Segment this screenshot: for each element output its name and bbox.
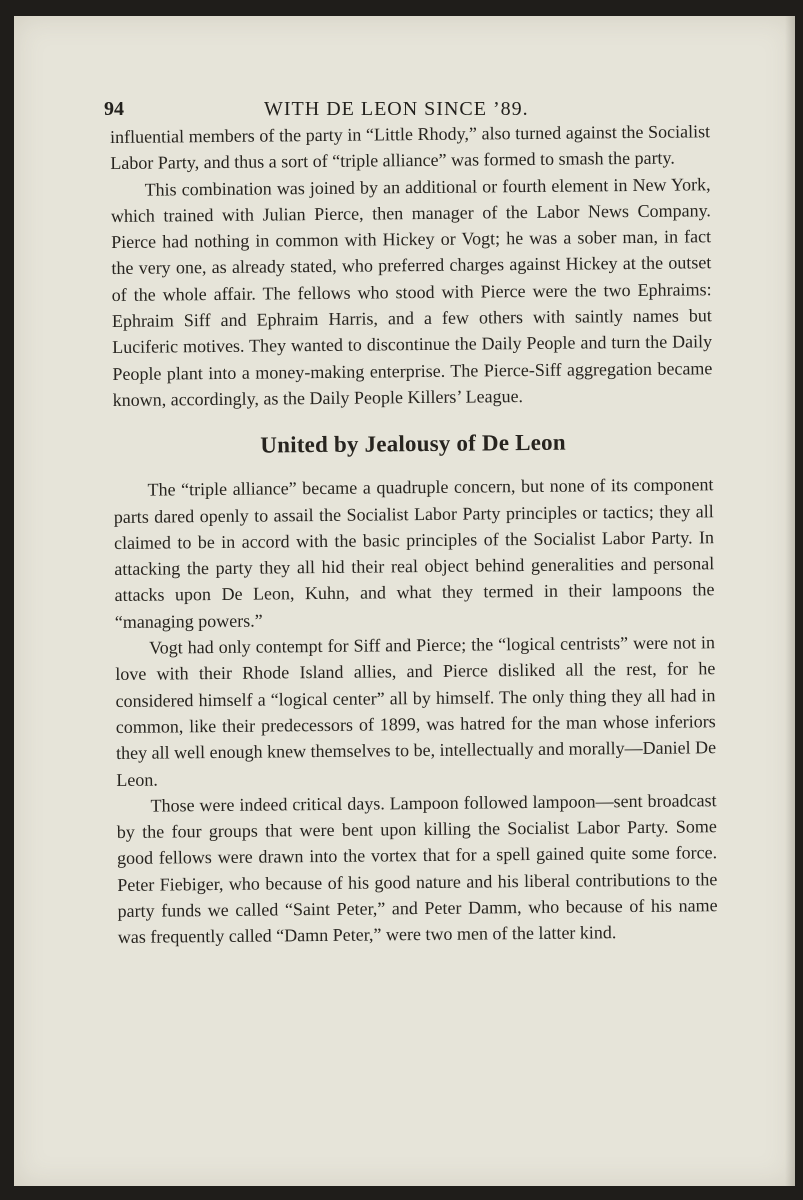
paragraph-1: influential members of the party in “Little Rhody,” also turned against the Socialist Labor Party, and thus a sort of “triple alliance” was formed to smash the party. (110, 121, 711, 174)
page-edge-shadow (785, 16, 795, 1186)
paragraph-2: This combination was joined by an additional or fourth element in New York, which trained with Julian Pierce, then manager of the Labor News Company. Pierce had nothing in common with Hickey or Vogt; he was a sober man, in fact the very one, as already stated, who preferred charges against Hickey at the outset of the whole affair. The fellows who stood with Pierce were the two Ephraims: Ephraim Siff and Ephraim Harris, and a few others with saintly names but Luciferic motives. They wanted to discontinue the Daily People and turn the Daily People plant into a money-making enterprise. The Pierce-Siff aggregation became known, accordingly, as the Daily People Killers’ League. (110, 173, 713, 410)
page-number: 94 (104, 98, 124, 120)
section-heading: United by Jealousy of De Leon (260, 429, 566, 458)
running-head: WITH DE LEON SINCE ’89. (264, 98, 529, 120)
page-body (110, 118, 718, 950)
paragraph-5: Those were indeed critical days. Lampoon followed lampoon—sent broadcast by the four groups that were bent upon killing the Socialist Labor Party. Some good fellows were drawn into the vortex that for a spell gained quite some force. Peter Fiebiger, who because of his good nature and his liberal contributions to the party funds we called “Saint Peter,” and Peter Damm, who because of his name was frequently called “Damn Peter,” were two men of the latter kind. (116, 790, 718, 948)
paragraph-3: The “triple alliance” became a quadruple concern, but none of its component parts dared openly to assail the Socialist Labor Party principles or tactics; they all claimed to be in accord with the basic principles of the Socialist Labor Party. In attacking the party they all hid their real object behind generalities and personal attacks upon De Leon, Kuhn, and what they termed in their lampoons the “managing powers.” (113, 474, 715, 632)
book-page (14, 16, 795, 1186)
paragraph-4: Vogt had only contempt for Siff and Pierce; the “logical centrists” were not in love with their Rhode Island allies, and Pierce disliked all the rest, for he considered himself a “logical center” all by himself. The only thing they all had in common, like their predecessors of 1899, was hatred for the man whose inferiors they all well enough knew themselves to be, intellectually and morally—Daniel De Leon. (115, 632, 717, 790)
